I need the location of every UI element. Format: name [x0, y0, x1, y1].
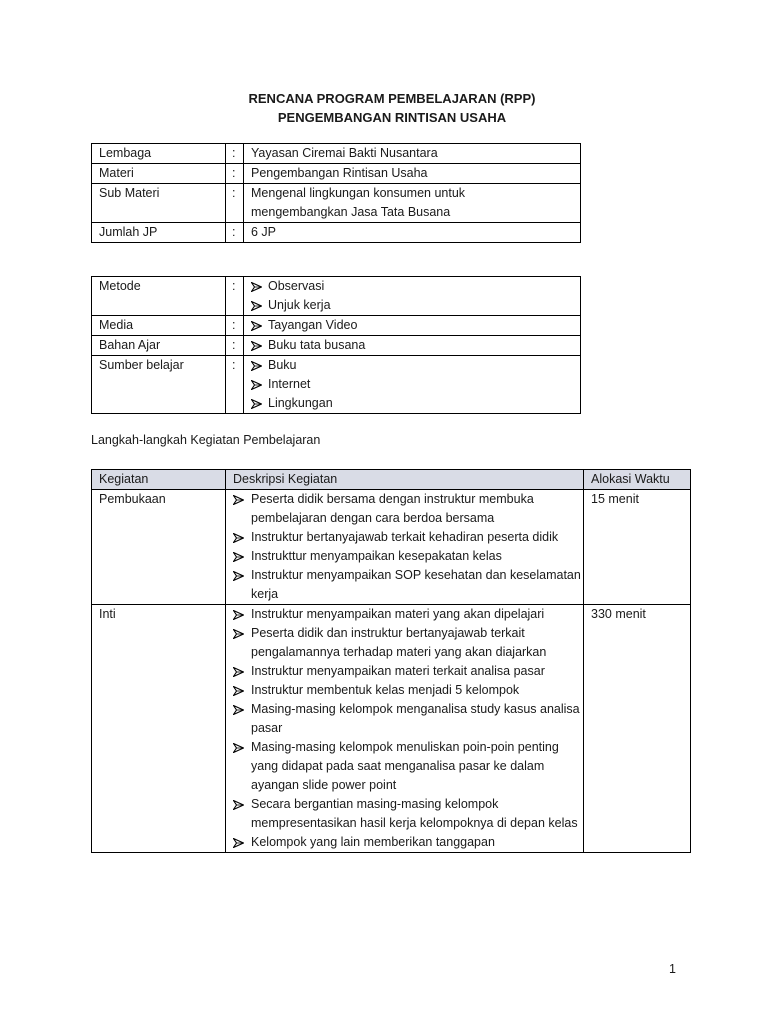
list-item-text: Tayangan Video — [268, 318, 358, 332]
list-item-text: Unjuk kerja — [268, 298, 331, 312]
arrow-bullet-icon — [233, 833, 246, 848]
list-item — [233, 528, 583, 547]
activity-name: Pembukaan — [92, 490, 226, 605]
method-value — [244, 277, 581, 316]
info-value-line: mengembangkan Jasa Tata Busana — [251, 205, 451, 219]
list-item — [233, 700, 583, 738]
activity-description — [226, 490, 584, 605]
list-item — [233, 566, 583, 604]
separator: : — [226, 223, 244, 243]
separator: : — [226, 316, 244, 336]
list-item — [251, 336, 580, 355]
list-item-text: Secara bergantian masing-masing kelompok mempresentasikan hasil kerja kelompoknya di depan kelas — [251, 797, 578, 830]
arrow-bullet-icon — [233, 681, 246, 696]
activity-time: 330 menit — [584, 605, 691, 853]
column-header-description: Deskripsi Kegiatan — [226, 470, 584, 490]
arrow-bullet-icon — [251, 336, 264, 351]
column-header-time: Alokasi Waktu — [584, 470, 691, 490]
info-table — [91, 143, 581, 243]
method-value — [244, 336, 581, 356]
info-value: Pengembangan Rintisan Usaha — [244, 164, 581, 184]
separator: : — [226, 336, 244, 356]
list-item-text: Peserta didik dan instruktur bertanyajawab terkait pengalamannya terhadap materi yang akan diajarkan — [251, 626, 547, 659]
arrow-bullet-icon — [251, 277, 264, 292]
method-rows — [92, 277, 581, 414]
info-value: Yayasan Ciremai Bakti Nusantara — [244, 144, 581, 164]
method-value — [244, 316, 581, 336]
list-item — [233, 605, 583, 624]
list-item-text: Instruktur menyampaikan materi terkait analisa pasar — [251, 664, 545, 678]
arrow-bullet-icon — [233, 605, 246, 620]
document-title: RENCANA PROGRAM PEMBELAJARAN (RPP) — [248, 91, 536, 106]
list-item — [251, 375, 580, 394]
bullet-list — [251, 356, 580, 413]
list-item-text: Masing-masing kelompok menuliskan poin-poin penting yang didapat pada saat menganalisa pasar ke dalam ayangan slide power point — [251, 740, 559, 792]
arrow-bullet-icon — [233, 795, 246, 810]
method-label: Bahan Ajar — [92, 336, 226, 356]
list-item-text: Masing-masing kelompok menganalisa study kasus analisa pasar — [251, 702, 580, 735]
info-value: 6 JP — [244, 223, 581, 243]
list-item — [251, 296, 580, 315]
info-value-line: Mengenal lingkungan konsumen untuk — [251, 186, 466, 200]
table-row — [92, 223, 581, 243]
arrow-bullet-icon — [233, 662, 246, 677]
arrow-bullet-icon — [251, 394, 264, 409]
list-item — [251, 356, 580, 375]
list-item-text: Instruktur menyampaikan SOP kesehatan dan keselamatan kerja — [251, 568, 581, 601]
arrow-bullet-icon — [233, 547, 246, 562]
table-row — [92, 336, 581, 356]
list-item-text: Buku — [268, 358, 297, 372]
arrow-bullet-icon — [251, 296, 264, 311]
method-table — [91, 276, 581, 414]
list-item — [233, 662, 583, 681]
list-item-text: Observasi — [268, 279, 325, 293]
separator: : — [226, 356, 244, 414]
info-label: Materi — [92, 164, 226, 184]
list-item-text: Buku tata busana — [268, 338, 366, 352]
arrow-bullet-icon — [251, 316, 264, 331]
list-item — [233, 681, 583, 700]
arrow-bullet-icon — [233, 566, 246, 581]
separator: : — [226, 144, 244, 164]
bullet-list — [251, 316, 580, 335]
method-label: Metode — [92, 277, 226, 316]
list-item-text: Instrukttur menyampaikan kesepakatan kelas — [251, 549, 502, 563]
list-item — [233, 490, 583, 528]
table-row — [92, 164, 581, 184]
info-label: Jumlah JP — [92, 223, 226, 243]
list-item — [251, 277, 580, 296]
table-row — [92, 184, 581, 223]
list-item — [233, 795, 583, 833]
list-item — [233, 547, 583, 566]
info-value — [244, 184, 581, 223]
document-subtitle: PENGEMBANGAN RINTISAN USAHA — [277, 110, 507, 125]
bullet-list — [233, 605, 583, 852]
info-label: Lembaga — [92, 144, 226, 164]
activities-table — [91, 469, 691, 853]
list-item-text: Instruktur menyampaikan materi yang akan dipelajari — [251, 607, 545, 621]
list-item — [233, 833, 583, 852]
arrow-bullet-icon — [233, 528, 246, 543]
table-row — [92, 490, 691, 605]
list-item — [251, 316, 580, 335]
list-item — [233, 624, 583, 662]
arrow-bullet-icon — [233, 490, 246, 505]
list-item — [233, 738, 583, 795]
info-label: Sub Materi — [92, 184, 226, 223]
method-value — [244, 356, 581, 414]
arrow-bullet-icon — [233, 700, 246, 715]
bullet-list — [233, 490, 583, 604]
separator: : — [226, 277, 244, 316]
page-number: 1 — [669, 962, 676, 976]
list-item-text: Internet — [268, 377, 311, 391]
list-item-text: Lingkungan — [268, 396, 333, 410]
arrow-bullet-icon — [233, 624, 246, 639]
arrow-bullet-icon — [251, 375, 264, 390]
bullet-list — [251, 336, 580, 355]
table-row — [92, 144, 581, 164]
bullet-list — [251, 277, 580, 315]
table-row — [92, 356, 581, 414]
list-item-text: Peserta didik bersama dengan instruktur membuka pembelajaran dengan cara berdoa bersama — [251, 492, 534, 525]
table-row — [92, 277, 581, 316]
method-label: Media — [92, 316, 226, 336]
column-header-activity: Kegiatan — [92, 470, 226, 490]
method-label: Sumber belajar — [92, 356, 226, 414]
section-heading: Langkah-langkah Kegiatan Pembelajaran — [91, 433, 321, 447]
list-item-text: Instruktur membentuk kelas menjadi 5 kelompok — [251, 683, 520, 697]
arrow-bullet-icon — [233, 738, 246, 753]
table-header-row — [92, 470, 691, 490]
list-item-text: Instruktur bertanyajawab terkait kehadiran peserta didik — [251, 530, 559, 544]
table-row — [92, 605, 691, 853]
arrow-bullet-icon — [251, 356, 264, 371]
list-item-text: Kelompok yang lain memberikan tanggapan — [251, 835, 495, 849]
separator: : — [226, 184, 244, 223]
activity-name: Inti — [92, 605, 226, 853]
list-item — [251, 394, 580, 413]
table-row — [92, 316, 581, 336]
activity-rows — [92, 490, 691, 853]
activity-time: 15 menit — [584, 490, 691, 605]
separator: : — [226, 164, 244, 184]
activity-description — [226, 605, 584, 853]
